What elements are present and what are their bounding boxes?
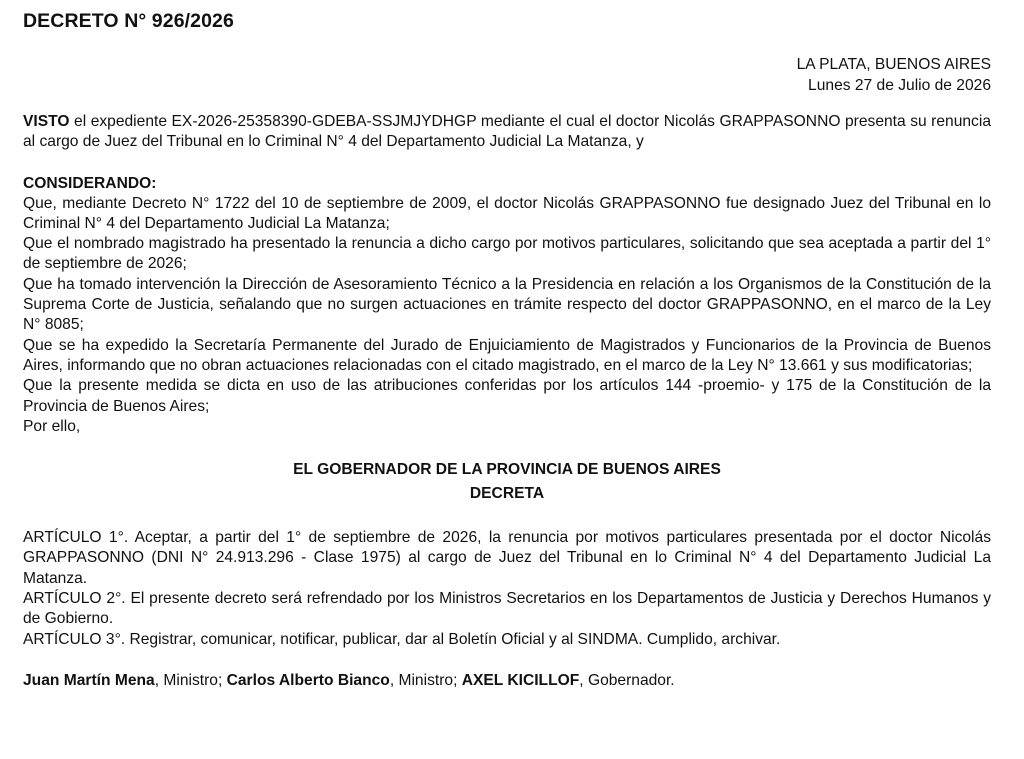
signatory-role: , Ministro; [389,671,462,689]
por-ello-line: Por ello, [23,417,81,435]
considerando-heading: CONSIDERANDO: [23,174,157,192]
signatory-name: Juan Martín Mena [23,671,155,689]
article-1: ARTÍCULO 1°. Aceptar, a partir del 1° de septiembre de 2026, la renuncia por motivos particulares presentada por el doctor Nicolás GRAPPASONNO (DNI N° 24.913.296 - Clase 1975) al cargo de Juez del Tribunal en lo Criminal N° 4 del Departamento Judicial La Matanza. [23,529,991,587]
signatory-name: AXEL KICILLOF [461,671,580,689]
decree-place: LA PLATA, BUENOS AIRES [796,56,991,73]
resolution-heading [23,458,991,506]
visto-paragraph [23,112,991,153]
articles-section [23,528,991,650]
considerando-paragraph: Que se ha expedido la Secretaría Permanente del Jurado de Enjuiciamiento de Magistrados y Funcionarios de la Provincia de Buenos Aires, informando que no obran actuaciones relacionadas con el citado magistrado, en el marco de la Ley N° 13.661 y sus modificatorias; [23,336,991,374]
signatory-role: , Gobernador. [579,671,675,689]
considerando-paragraph: Que el nombrado magistrado ha presentado la renuncia a dicho cargo por motivos particulares, solicitando que sea aceptada a partir del 1° de septiembre de 2026; [23,235,991,273]
decree-title: DECRETO N° 926/2026 [23,10,234,32]
signatory-name: Carlos Alberto Bianco [226,671,390,689]
article-3: ARTÍCULO 3°. Registrar, comunicar, notificar, publicar, dar al Boletín Oficial y al SINDMA. Cumplido, archivar. [23,630,781,648]
decree-date: Lunes 27 de Julio de 2026 [808,77,991,94]
governor-heading: EL GOBERNADOR DE LA PROVINCIA DE BUENOS AIRES [293,461,721,479]
visto-label: VISTO [23,113,70,130]
considerando-body [23,194,991,438]
place-date-block [23,54,991,96]
article-2: ARTÍCULO 2°. El presente decreto será refrendado por los Ministros Secretarios en los Departamentos de Justicia y Derechos Humanos y de Gobierno. [23,590,991,628]
signatory-role: , Ministro; [154,671,227,689]
signatures-line [23,671,991,691]
considerando-paragraph: Que ha tomado intervención la Dirección de Asesoramiento Técnico a la Presidencia en relación a los Organismos de la Constitución de la Suprema Corte de Justicia, señalando que no surgen actuaciones en trámite respecto del doctor GRAPPASONNO, en el marco de la Ley N° 8085; [23,275,991,334]
decreta-heading: DECRETA [469,485,545,503]
considerando-paragraph: Que, mediante Decreto N° 1722 del 10 de septiembre de 2009, el doctor Nicolás GRAPPASONNO fue designado Juez del Tribunal en lo Criminal N° 4 del Departamento Judicial La Matanza; [23,194,991,232]
considerando-paragraph: Que la presente medida se dicta en uso de las atribuciones conferidas por los artículos 144 -proemio- y 175 de la Constitución de la Provincia de Buenos Aires; [23,377,991,415]
visto-text: el expediente EX-2026-25358390-GDEBA-SSJMJYDHGP mediante el cual el doctor Nicolás GRAPPASONNO presenta su renuncia al cargo de Juez del Tribunal en lo Criminal N° 4 del Departamento Judicial La Matanza, y [23,113,991,151]
